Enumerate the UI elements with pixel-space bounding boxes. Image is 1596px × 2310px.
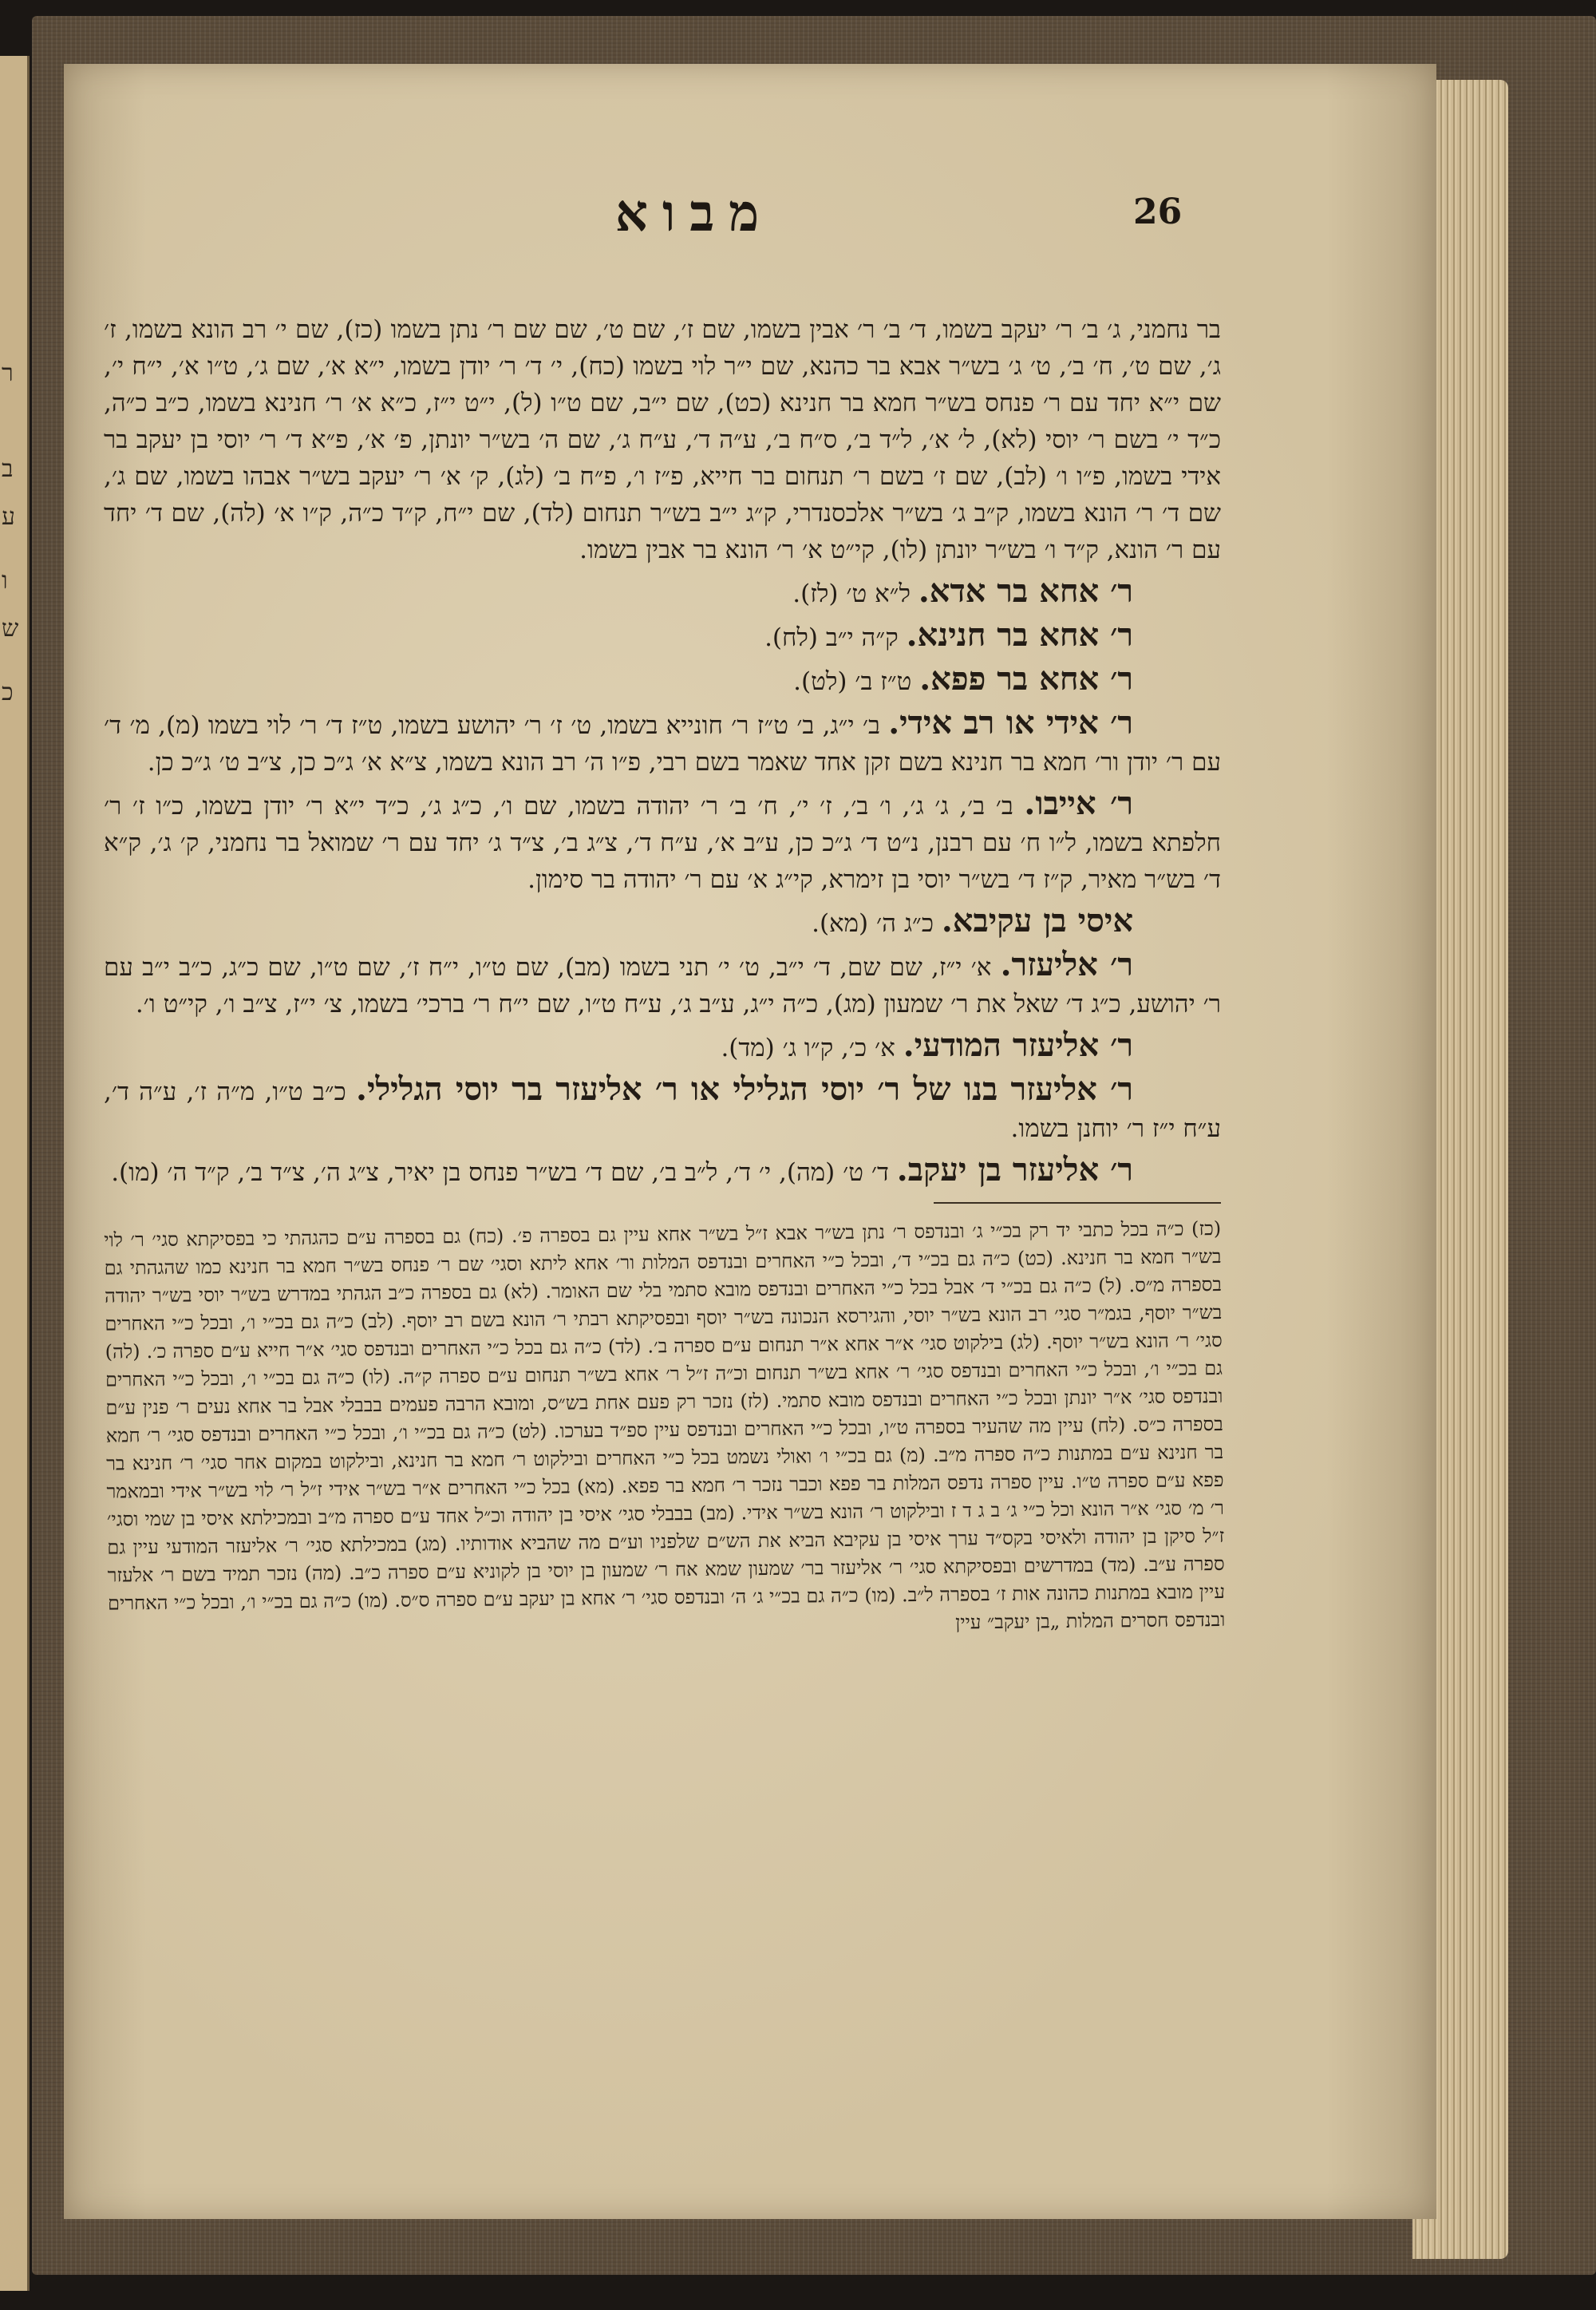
left-page-fragment: ו	[2, 567, 8, 595]
entry	[104, 1152, 1221, 1191]
entry	[104, 573, 1221, 612]
entry	[104, 705, 1221, 781]
page-number: 26	[1133, 192, 1183, 232]
page-body	[104, 311, 1226, 1634]
left-facing-page	[0, 56, 30, 2291]
entry-heading: ר׳ אליעזר.	[1000, 946, 1133, 983]
entry	[104, 1027, 1221, 1066]
entry-text: ב׳ י״ג, ב׳ ט״ז ר׳ חונייא בשמו, ט׳ ז׳ ר׳ יהושע בשמו, ט״ז ד׳ ר׳ לוי בשמו (מ), מ׳ ד׳ עם ר׳ יודן ור׳ חמא בר חנינא בשם זקן אחד שאמר בשם רבי, פ״ו ה׳ רב הונא בשמו, צ״א א׳ ג״כ כן, צ״ב ט׳ ג״כ כן.	[104, 711, 1221, 777]
left-page-fragment: ע	[2, 503, 15, 531]
left-page-fragment: ר	[2, 359, 14, 387]
entry-text: כ״ג ה׳ (מא).	[812, 909, 934, 938]
entry-text: א׳ כ׳, ק״ו ג׳ (מד).	[721, 1034, 895, 1062]
entry-heading: ר׳ אליעזר בנו של ר׳ יוסי הגלילי או ר׳ אליעזר בר יוסי הגלילי.	[356, 1070, 1133, 1108]
entry-text: ט״ז ב׳ (לט).	[793, 667, 912, 696]
entry-heading: ר׳ אידי או רב אידי.	[888, 704, 1133, 742]
entry	[104, 1071, 1221, 1147]
entry	[104, 785, 1221, 898]
entry-heading: ר׳ אחא בר פפא.	[919, 660, 1133, 698]
intro-paragraph: בר נחמני, ג׳ ב׳ ר׳ יעקב בשמו, ד׳ ב׳ ר׳ אבין בשמו, שם ז׳, שם ט׳, שם שם ר׳ נתן בשמו (כז), שם י׳ רב הונא בשמו, ז׳ ג׳, שם ט׳, ח׳ ב׳, ט׳ ג׳ בש״ר אבא בר כהנא, שם י״ר לוי בשמו (כח), י׳ ד׳ ר׳ יודן בשמו, י״א א׳, שם ג׳, ט״ו א׳, י״ח י׳, שם י״א יחד עם ר׳ פנחס בש״ר חמא בר חנינא (כט), שם י״ב, שם ט״ו (ל), י״ט י״ז, כ״א א׳ ר׳ חנינא בשמו, כ״ב כ״ה, כ״ד י׳ בשם ר׳ יוסי (לא), ל׳ א׳, ל״ד ב׳, ס״ח ב׳, ע״ה ד׳, ע״ח ג׳, שם ה׳ בש״ר יונתן, פ׳ א׳, פ״א ד׳ ר׳ יוסי בן יעקב בר אידי בשמו, פ״ו ו׳ (לב), שם ז׳ בשם ר׳ תנחום בר חייא, פ״ז ו׳, פ״ח ב׳ (לג), ק׳ א׳ ר׳ יעקב בש״ר אבהו בשמו, שם ג׳, שם ד׳ ר׳ הונא בשמו, ק״ב ג׳ בש״ר אלכסנדרי, ק״ג י״ב בש״ר תנחום (לד), שם י״ח, ק״ד כ״ה, ק״ו א׳ (לה), שם ד׳ יחד עם ר׳ הונא, ק״ד ו׳ בש״ר יונתן (לו), קי״ט א׳ ר׳ הונא בר אבין בשמו.	[104, 315, 1221, 564]
book-page	[64, 64, 1436, 2219]
entry	[104, 903, 1221, 942]
entry-text: א׳ י״ז, שם שם, ד׳ י״ב, ט׳ י׳ תני בשמו (מב), שם ט״ו, י״ח ז׳, שם ט״ו, שם כ״ג, כ״ב י״ב עם ר׳ יהושע, כ״ג ד׳ שאל את ר׳ שמעון (מג), כ״ה י״ג, ע״ב ג׳, ע״ח ט״ו, שם י״ח ר׳ ברכי׳ בשמו, צ׳ י״ז, צ״ב ו׳, קי״ט ו׳.	[104, 953, 1221, 1019]
entry-text: ב׳ ב׳, ג׳ ג׳, ו׳ ב׳, ז׳ י׳, ח׳ ב׳ ר׳ יהודה בשמו, שם ו׳, כ״ג ג׳, כ״ד י״א ר׳ יודן בשמו, כ״ו ז׳ ר׳ חלפתא בשמו, ל״ו ח׳ עם רבנן, נ״ט ד׳ ג״כ כן, ע״ב א׳, ע״ח ד׳, צ״ג ב׳, צ״ד ג׳ יחד עם ר׳ שמואל בר נחמני, ק׳ ג׳, ק״א ד׳ בש״ר מאיר, ק״ז ד׳ בש״ר יוסי בן זימרא, קי״ג א׳ עם ר׳ יהודה בר סימון.	[104, 792, 1221, 894]
entry-heading: איסי בן עקיבא.	[941, 902, 1133, 939]
entry-heading: ר׳ אליעזר המודעי.	[903, 1026, 1133, 1064]
entry	[104, 661, 1221, 700]
page-title: מבוא	[614, 184, 774, 243]
entry-heading: ר׳ אייבו.	[1024, 785, 1134, 822]
entry-text: ל״א ט׳ (לז).	[792, 579, 911, 608]
entry-heading: ר׳ אליעזר בן יעקב.	[896, 1151, 1133, 1189]
left-page-fragment: ש	[2, 615, 19, 643]
footnotes-text: (כז) כ״ה בכל כתבי יד רק בכ״י ג׳ ובנדפס ר׳ נתן בש״ר אבא ז״ל בש״ר אחא עיין גם בספרה פ׳. (כח) גם בספרה ע״ם כהגהתי כי בפסיקתא סגי׳ ר׳ לוי בש״ר חמא בר חנינא. (כט) כ״ה גם בכ״י ד׳, ובכל כ״י האחרים ובנדפס המלות ור׳ אחא ליתא וסגי׳ שם ר׳ פנחס בש״ר חמא בר חנינא כמו שהגהתי גם בספרה מ״ס. (ל) כ״ה גם בכ״י ד׳ אבל בכל כ״י האחרים ובנדפס מובא סתמי בלי שם האומר. (לא) גם בספרה כ״ב הגהתי במדרש בש״ר יוסי בש״ר יהודה בש״ר יוסף, בגמ״ר סגי׳ רב הונא בש״ר יוסי, והגירסא הנכונה בש״ר יוסף ובפסיקתא רבתי ר׳ הונא בשם רב יוסף. (לב) כ״ה גם בכ״י ו׳, ובכל כ״י האחרים סגי׳ ר׳ הונא בש״ר יוסף. (לג) בילקוט סגי׳ א״ר אחא א״ר תנחום ע״ם ספרה ב׳. (לד) כ״ה גם בכל כ״י האחרים ובנדפס סגי׳ א״ר חייא ע״ם ספרה כ׳. (לה) גם בכ״י ו׳, ובכל כ״י האחרים ובנדפס סגי׳ ר׳ אחא בש״ר תנחום וכ״ה ז״ל ר׳ אחא בש״ר תנחום ע״ם ספרה ק״ה. (לו) כ״ה גם בכ״י ו׳, ובכל כ״י האחרים ובנדפס סגי׳ א״ר יונתן ובכל כ״י האחרים ובנדפס מובא סתמי. (לז) נזכר רק פעם אחת בש״ס, ומובא הרבה פעמים בבבלי אבל בר אחא נעים ר׳ פנין ע״ם בספרה כ״ס. (לח) עיין מה שהעיר בספרה ט״ו, ובכל כ״י האחרים ובנדפס עיין ספ״ד בערכו. (לט) כ״ה גם בכ״י ו׳, ובכל כ״י האחרים ובנדפס סגי׳ ר׳ חמא בר חנינא ע״ם במתנות כ״ה ספרה מ״ב. (מ) גם בכ״י ו׳ ואולי נשמט בכל כ״י האחרים ובילקוט ר׳ חמא בר חנינא, ובילקוט במקום אחר סגי׳ ר׳ חנינא בר פפא ע״ם ספרה ט״ו. עיין ספרה נדפס המלות בר פפא וכבר נזכר ר׳ חמא בר פפא. (מא) בכל כ״י האחרים א״ר בש״ר אידי ז״ל ר׳ לוי בש״ר אידי ובמאמר ר׳ מ׳ סגי׳ א״ר הונא וכל כ״י ג׳ ב ג ד ז ובילקוט ר׳ הונא בש״ר אידי. (מב) בבבלי סגי׳ איסי בן יהודה וכ״ל אחד ע״ם ספרה מ״ב ובמכילתא איסי בן שמי וסגי׳ ז״ל סיקן בן יהודה ולאיסי בקס״ד ערך איסי בן עקיבא הביא את הש״ם שלפניו וע״ם מה שהביא אודותיו. (מג) במכילתא סגי׳ ר׳ אליעזר המודעי עיין גם ספרה ע״ב. (מד) במדרשים ובפסיקתא סגי׳ ר׳ אליעזר בר׳ שמעון שמא אח ר׳ שמעון בן יוסי בן לקוניא ע״ם ספרה כ״ב. (מה) נזכר תמיד בשם ר׳ אלעזר עיין מובא במתנות כהונה אות ז׳ בספרה ל״ב. (מו) כ״ה גם בכ״י ג׳ ה׳ ובנדפס סגי׳ ר׳ אחא בן יעקב ע״ם ספרה ס״ס. (מו) כ״ה גם בכ״י ו׳, ובכל כ״י האחרים ובנדפס חסרים המלות „בן יעקב״ עיין	[104, 1216, 1226, 1634]
left-page-fragment: כ	[2, 678, 14, 706]
footnotes-block	[104, 1215, 1225, 1646]
entry-heading: ר׳ אחא בר חנינא.	[906, 616, 1133, 654]
entry	[104, 617, 1221, 656]
entry-heading: ר׳ אחא בר אדא.	[918, 572, 1133, 610]
entry	[104, 947, 1221, 1022]
left-page-fragment: ב	[2, 455, 14, 483]
entry-text: ק״ה י״ב (לח).	[764, 623, 899, 652]
entry-text: ד׳ ט׳ (מה), י׳ ד׳, ל״ב ב׳, שם ד׳ בש״ר פנחס בן יאיר, צ״ג ה׳, צ״ד ב׳, ק״ד ה׳ (מו).	[111, 1158, 889, 1187]
entry-text: כ״ב ט״ו, מ״ה ז׳, ע״ה ד׳, ע״ח י״ז ר׳ יוחנן בשמו.	[104, 1078, 1221, 1143]
footnote-divider	[934, 1202, 1221, 1204]
